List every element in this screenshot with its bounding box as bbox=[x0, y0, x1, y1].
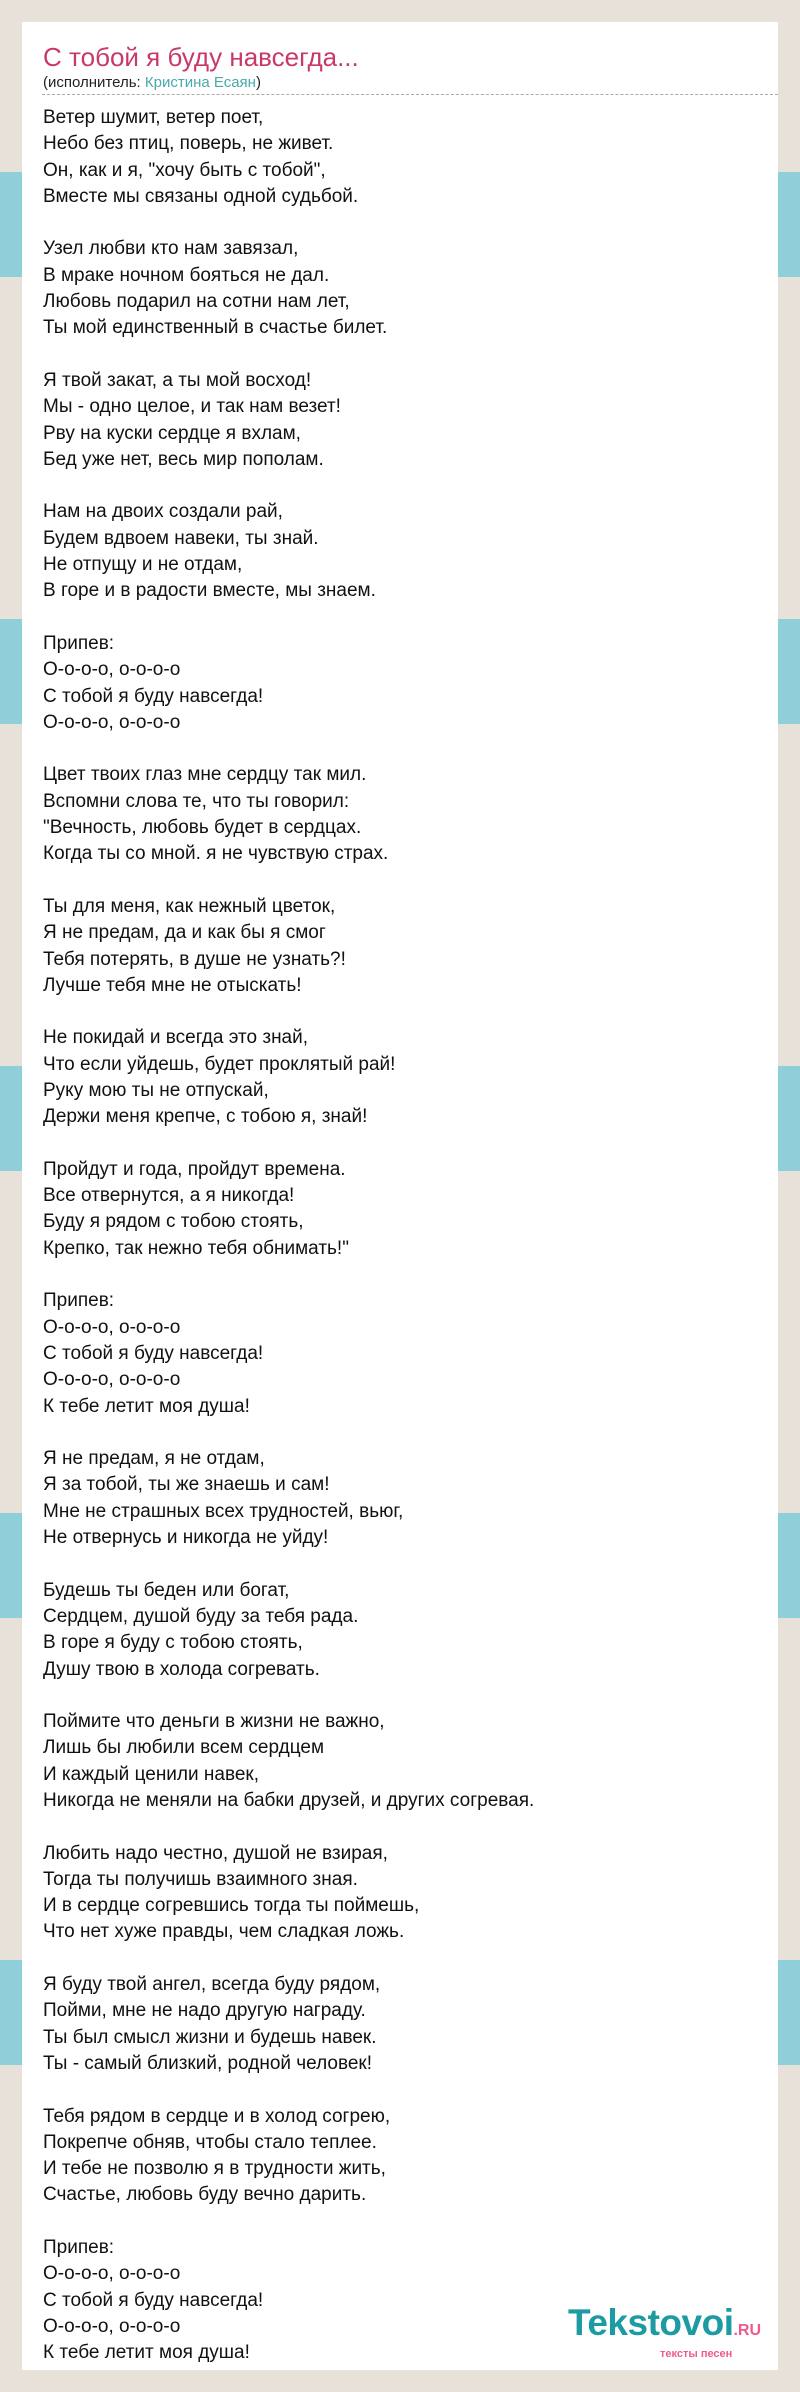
lyric-line: Любить надо честно, душой не взирая, bbox=[43, 1842, 388, 1864]
lyric-line: О-о-о-о, о-о-о-о bbox=[43, 1316, 181, 1338]
lyric-line: О-о-о-о, о-о-о-о bbox=[43, 1369, 181, 1391]
lyric-line: Тебя потерять, в душе не узнать?! bbox=[43, 948, 346, 970]
lyric-line: О-о-о-о, о-о-о-о bbox=[43, 711, 181, 733]
logo-text: Tekstovoi bbox=[568, 2302, 734, 2343]
lyric-line: Ты был смысл жизни и будешь навек. bbox=[43, 2026, 377, 2048]
lyric-line: Припев: bbox=[43, 2237, 115, 2259]
lyric-line: О-о-о-о, о-о-о-о bbox=[43, 659, 181, 681]
song-title: С тобой я буду навсегда... bbox=[43, 42, 359, 72]
lyric-line: Он, как и я, "хочу быть с тобой", bbox=[43, 159, 326, 181]
lyric-line: Руку мою ты не отпускай, bbox=[43, 1079, 269, 1101]
lyric-line: И каждый ценили навек, bbox=[43, 1763, 259, 1785]
lyric-line: И тебе не позволю я в трудности жить, bbox=[43, 2158, 386, 2180]
lyric-line: Мы - одно целое, и так нам везет! bbox=[43, 396, 341, 418]
site-logo[interactable] bbox=[568, 2302, 778, 2364]
lyric-line: Ты - самый близкий, родной человек! bbox=[43, 2052, 373, 2074]
lyric-line: С тобой я буду навсегда! bbox=[43, 685, 264, 707]
lyric-line: Что нет хуже правды, чем сладкая ложь. bbox=[43, 1921, 405, 1943]
lyric-line: Ветер шумит, ветер поет, bbox=[43, 107, 264, 128]
lyric-line: Когда ты со мной. я не чувствую страх. bbox=[43, 843, 389, 865]
stanza-gap bbox=[43, 473, 534, 499]
lyric-line: Мне не страшных всех трудностей, вьюг, bbox=[43, 1500, 404, 1522]
stanza-gap bbox=[43, 605, 534, 631]
lyric-line: Буду я рядом с тобою стоять, bbox=[43, 1211, 304, 1233]
lyric-line: Не отвернусь и никогда не уйду! bbox=[43, 1527, 329, 1549]
lyric-line: Я не предам, да и как бы я смог bbox=[43, 922, 326, 944]
lyric-line: В горе и в радости вместе, мы знаем. bbox=[43, 580, 376, 602]
lyric-line: Бед уже нет, весь мир пополам. bbox=[43, 448, 324, 470]
lyric-line: В мраке ночном бояться не дал. bbox=[43, 264, 330, 286]
logo-row bbox=[568, 2302, 761, 2344]
lyric-line: Я не предам, я не отдам, bbox=[43, 1448, 265, 1470]
lyric-line: Узел любви кто нам завязал, bbox=[43, 238, 299, 260]
lyric-line: Лишь бы любили всем сердцем bbox=[43, 1737, 325, 1759]
lyric-line: Любовь подарил на сотни нам лет, bbox=[43, 291, 350, 313]
lyric-line: Тебя рядом в сердце и в холод согрею, bbox=[43, 2105, 391, 2127]
lyrics-card bbox=[22, 22, 778, 2370]
stanza-gap bbox=[43, 342, 534, 368]
stanza-gap bbox=[43, 1946, 534, 1972]
lyric-line: О-о-о-о, о-о-о-о bbox=[43, 2263, 181, 2285]
stanza-gap bbox=[43, 999, 534, 1025]
stanza-gap bbox=[43, 736, 534, 762]
lyric-line: К тебе летит моя душа! bbox=[43, 1395, 250, 1417]
lyric-line: Цвет твоих глаз мне сердцу так мил. bbox=[43, 764, 367, 786]
stanza-gap bbox=[43, 1262, 534, 1288]
lyric-line: Ты мой единственный в счастье билет. bbox=[43, 317, 388, 339]
lyric-line: Пройдут и года, пройдут времена. bbox=[43, 1158, 346, 1180]
lyric-line: Вместе мы связаны одной судьбой. bbox=[43, 185, 359, 207]
stanza-gap bbox=[43, 1420, 534, 1446]
lyric-line: Небо без птиц, поверь, не живет. bbox=[43, 133, 334, 155]
lyric-line: В горе я буду с тобою стоять, bbox=[43, 1632, 303, 1654]
stanza-gap bbox=[43, 2077, 534, 2103]
lyric-line: И в сердце согревшись тогда ты поймешь, bbox=[43, 1895, 420, 1917]
artist-prefix: (исполнитель: bbox=[43, 74, 145, 91]
lyric-line: Душу твою в холода согревать. bbox=[43, 1658, 320, 1680]
lyric-line: Держи меня крепче, с тобою я, знай! bbox=[43, 1106, 368, 1128]
lyric-line: Припев: bbox=[43, 632, 115, 654]
lyric-line: Поймите что деньги в жизни не важно, bbox=[43, 1711, 385, 1733]
stanza-gap bbox=[43, 868, 534, 894]
lyric-line: Никогда не меняли на бабки друзей, и других согревая. bbox=[43, 1790, 535, 1811]
lyric-line: К тебе летит моя душа! bbox=[43, 2342, 250, 2364]
divider bbox=[42, 94, 778, 95]
lyric-line: Лучше тебя мне не отыскать! bbox=[43, 974, 302, 996]
lyric-line: Припев: bbox=[43, 1290, 115, 1312]
lyric-line: Покрепче обняв, чтобы стало теплее. bbox=[43, 2131, 377, 2153]
lyric-line: Нам на двоих создали рай, bbox=[43, 501, 283, 523]
artist-line bbox=[43, 74, 261, 91]
stanza-gap bbox=[43, 1551, 534, 1577]
stanza-gap bbox=[43, 1131, 534, 1157]
lyric-line: Тогда ты получишь взаимного зная. bbox=[43, 1868, 358, 1890]
logo-tagline: тексты песен bbox=[660, 2348, 733, 2360]
lyric-line: Не покидай и всегда это знай, bbox=[43, 1027, 309, 1049]
lyric-line: С тобой я буду навсегда! bbox=[43, 2289, 264, 2311]
lyric-line: Я твой закат, а ты мой восход! bbox=[43, 369, 312, 391]
stanza-gap bbox=[43, 2209, 534, 2235]
lyric-line: Я за тобой, ты же знаешь и сам! bbox=[43, 1474, 330, 1496]
lyric-line: Будешь ты беден или богат, bbox=[43, 1579, 290, 1601]
lyric-line: Все отвернутся, а я никогда! bbox=[43, 1185, 295, 1207]
lyric-line: Счастье, любовь буду вечно дарить. bbox=[43, 2184, 367, 2206]
lyric-line: "Вечность, любовь будет в сердцах. bbox=[43, 817, 362, 839]
stanza-gap bbox=[43, 210, 534, 236]
lyrics-text bbox=[43, 105, 534, 2367]
lyric-line: Крепко, так нежно тебя обнимать!" bbox=[43, 1237, 349, 1259]
lyric-line: Сердцем, душой буду за тебя рада. bbox=[43, 1605, 359, 1627]
stanza-gap bbox=[43, 1814, 534, 1840]
lyric-line: Вспомни слова те, что ты говорил: bbox=[43, 790, 350, 812]
artist-suffix: ) bbox=[255, 74, 261, 91]
lyric-line: Что если уйдешь, будет проклятый рай! bbox=[43, 1053, 396, 1075]
lyric-line: Не отпущу и не отдам, bbox=[43, 554, 243, 576]
lyric-line: С тобой я буду навсегда! bbox=[43, 1342, 264, 1364]
lyric-line: Будем вдвоем навеки, ты знай. bbox=[43, 527, 319, 549]
lyric-line: Рву на куски сердце я вхлам, bbox=[43, 422, 301, 444]
lyric-line: Пойми, мне не надо другую награду. bbox=[43, 2000, 366, 2022]
stanza-gap bbox=[43, 1683, 534, 1709]
lyric-line: Ты для меня, как нежный цветок, bbox=[43, 895, 336, 917]
logo-tld: .RU bbox=[733, 2322, 762, 2339]
lyric-line: Я буду твой ангел, всегда буду рядом, bbox=[43, 1974, 381, 1996]
artist-link[interactable]: Кристина Есаян bbox=[144, 74, 256, 91]
lyric-line: О-о-о-о, о-о-о-о bbox=[43, 2315, 181, 2337]
